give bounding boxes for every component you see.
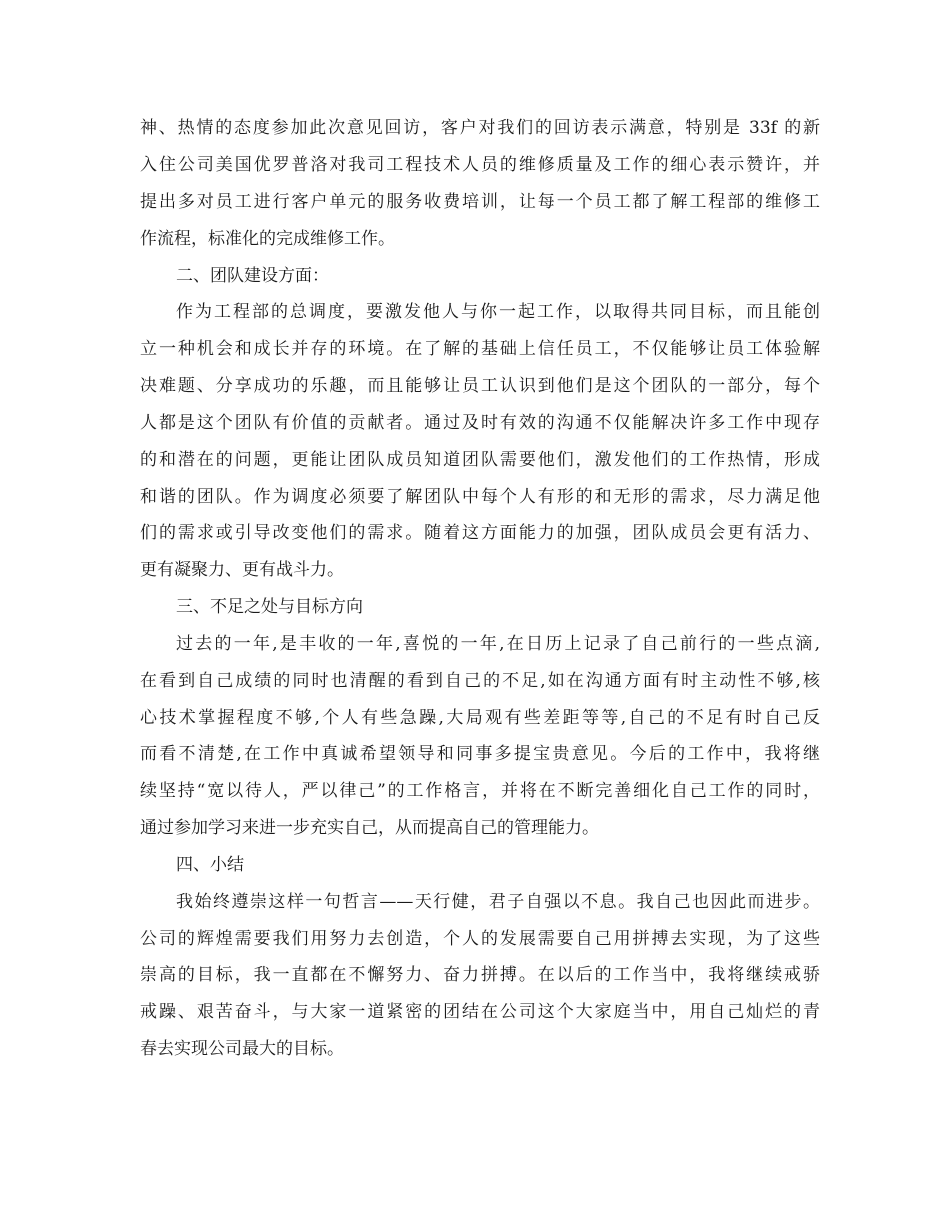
paragraph-line: 和谐的团队。作为调度必须要了解团队中每个人有形的和无形的需求，尽力满足他 [140,487,820,507]
paragraph-line: 心技术掌握程度不够,个人有些急躁,大局观有些差距等等,自己的不足有时自己反 [140,708,820,728]
paragraph-line: 决难题、分享成功的乐趣，而且能够让员工认识到他们是这个团队的一部分，每个 [140,376,820,396]
paragraph-line: 们的需求或引导改变他们的需求。随着这方面能力的加强，团队成员会更有活力、 [140,523,820,543]
paragraph-line: 作为工程部的总调度，要激发他人与你一起工作，以取得共同目标，而且能创 [176,302,820,322]
paragraph-line: 戒躁、艰苦奋斗，与大家一道紧密的团结在公司这个大家庭当中，用自己灿烂的青 [140,1002,820,1022]
paragraph-line: 公司的辉煌需要我们用努力去创造，个人的发展需要自己用拼搏去实现，为了这些 [140,929,820,949]
paragraph-line: 立一种机会和成长并存的环境。在了解的基础上信任员工，不仅能够让员工体验解 [140,339,820,359]
paragraph-line: 过去的一年,是丰收的一年,喜悦的一年,在日历上记录了自己前行的一些点滴, [176,634,820,654]
paragraph-line: 入住公司美国优罗普洛对我司工程技术人员的维修质量及工作的细心表示赞许，并 [140,155,820,175]
paragraph-line: 的和潜在的问题，更能让团队成员知道团队需要他们，激发他们的工作热情，形成 [140,450,820,470]
section-heading-shortcomings: 三、不足之处与目标方向 [176,597,363,617]
paragraph-line: 人都是这个团队有价值的贡献者。通过及时有效的沟通不仅能解决许多工作中现存 [140,413,820,433]
paragraph-line: 更有凝聚力、更有战斗力。 [140,560,344,580]
paragraph-line: 我始终遵崇这样一句哲言——天行健，君子自强以不息。我自己也因此而进步。 [176,892,820,912]
paragraph-line: 神、热情的态度参加此次意见回访，客户对我们的回访表示满意，特别是 33f 的新 [140,118,820,138]
paragraph-line: 崇高的目标，我一直都在不懈努力、奋力拼搏。在以后的工作当中，我将继续戒骄 [140,965,820,985]
paragraph-line: 通过参加学习来进一步充实自己，从而提高自己的管理能力。 [140,818,599,838]
paragraph-line: 而看不清楚,在工作中真诚希望领导和同事多提宝贵意见。今后的工作中，我将继 [140,744,820,764]
paragraph-line: 在看到自己成绩的同时也清醒的看到自己的不足,如在沟通方面有时主动性不够,核 [140,671,820,691]
section-heading-team: 二、团队建设方面： [176,266,329,286]
paragraph-line: 春去实现公司最大的目标。 [140,1039,344,1059]
section-heading-summary: 四、小结 [176,855,244,875]
paragraph-line: 作流程，标准化的完成维修工作。 [140,229,395,249]
paragraph-line: 续坚持“宽以待人，严以律己”的工作格言，并将在不断完善细化自己工作的同时， [140,781,820,801]
paragraph-line: 提出多对员工进行客户单元的服务收费培训，让每一个员工都了解工程部的维修工 [140,192,820,212]
